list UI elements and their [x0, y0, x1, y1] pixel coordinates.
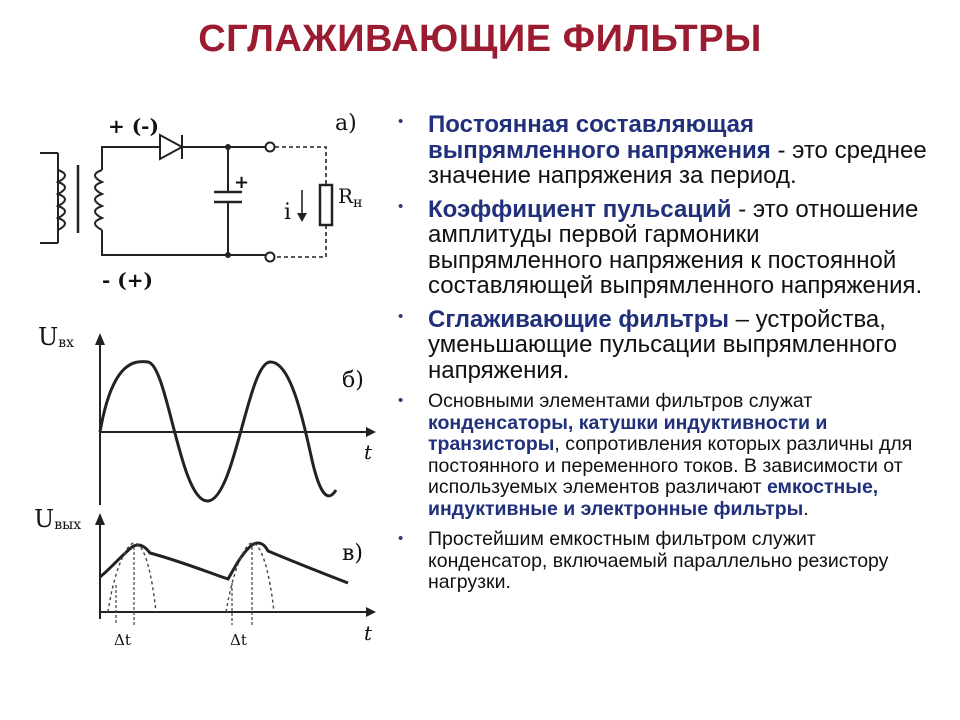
input-waveform-graph — [95, 333, 376, 505]
delta-t-label-1: Δt — [114, 631, 131, 649]
body-text: . — [803, 497, 809, 520]
body-text: Основными элементами фильтров служат — [428, 390, 813, 412]
load-resistor — [320, 185, 332, 225]
list-item — [394, 307, 934, 384]
body-text: Простейшим емкостным фильтром служит конденсатор, включаемый параллельно резистору нагрузки. — [428, 528, 889, 593]
term-smoothing-filters: Сглаживающие фильтры — [428, 305, 729, 333]
polarity-bottom-label: - (+) — [102, 268, 153, 292]
term-dc-component: Постоянная составляющая выпрямленного напряжения — [428, 111, 771, 164]
terminal-top — [266, 143, 275, 152]
output-waveform-graph — [95, 513, 376, 625]
transformer-primary — [40, 153, 58, 243]
secondary-coil — [95, 170, 102, 230]
definition-text: – устройства, уменьшающие пульсации выпрямленного напряжения. — [428, 305, 898, 384]
bullet-marker: • — [398, 392, 404, 409]
load-label: $R_н$ — [338, 184, 363, 211]
list-item — [394, 529, 934, 594]
bullet-marker: • — [398, 197, 404, 215]
label-b: б) — [342, 368, 364, 393]
secondary-leads — [102, 147, 268, 255]
definition-text: - это среднее значение напряжения за период. — [428, 136, 927, 189]
capacitor-plus-label: + — [234, 172, 250, 193]
primary-coil — [58, 170, 65, 230]
bullet-marker: • — [398, 530, 404, 547]
polarity-top-label: + (-) — [108, 114, 159, 138]
list-item — [394, 197, 934, 299]
bullet-marker: • — [398, 307, 404, 325]
rectified-half-wave-2 — [226, 543, 274, 612]
load-dashed-wire — [275, 147, 326, 257]
highlight-filter-elements: конденсаторы, катушки индуктивности и транзисторы — [428, 411, 828, 455]
circuit-and-waveform-figure — [30, 95, 390, 665]
figure-svg — [30, 95, 390, 665]
label-a: а) — [335, 111, 357, 136]
term-ripple-factor: Коэффициент пульсаций — [428, 195, 732, 223]
label-c: в) — [342, 541, 363, 566]
highlight-filter-types: емкостные, индуктивные и электронные фильтры — [428, 476, 879, 520]
rectifier-circuit — [40, 135, 332, 262]
body-text: , сопротивления которых различны для постоянного и переменного токов. В зависимости от используемых элементов различают — [428, 433, 913, 498]
uin-t-label: t — [364, 440, 373, 464]
current-label: i — [284, 200, 292, 225]
uout-t-label: t — [364, 621, 373, 645]
terminal-bottom — [266, 253, 275, 262]
delta-t-label-2: Δt — [230, 631, 247, 649]
uin-axis-label: Uвх — [38, 323, 75, 351]
bullet-marker: • — [398, 113, 404, 130]
definitions-list — [394, 112, 934, 603]
page-title: СГЛАЖИВАЮЩИЕ ФИЛЬТРЫ — [198, 18, 762, 60]
definition-text: - это отношение амплитуды первой гармоники выпрямленного напряжения к постоянной составляющей выпрямленного напряжения. — [428, 195, 923, 299]
diode — [160, 135, 182, 159]
output-envelope — [100, 543, 348, 583]
list-item — [394, 112, 934, 189]
uout-axis-label: Uвых — [34, 505, 82, 533]
list-item — [394, 391, 934, 520]
